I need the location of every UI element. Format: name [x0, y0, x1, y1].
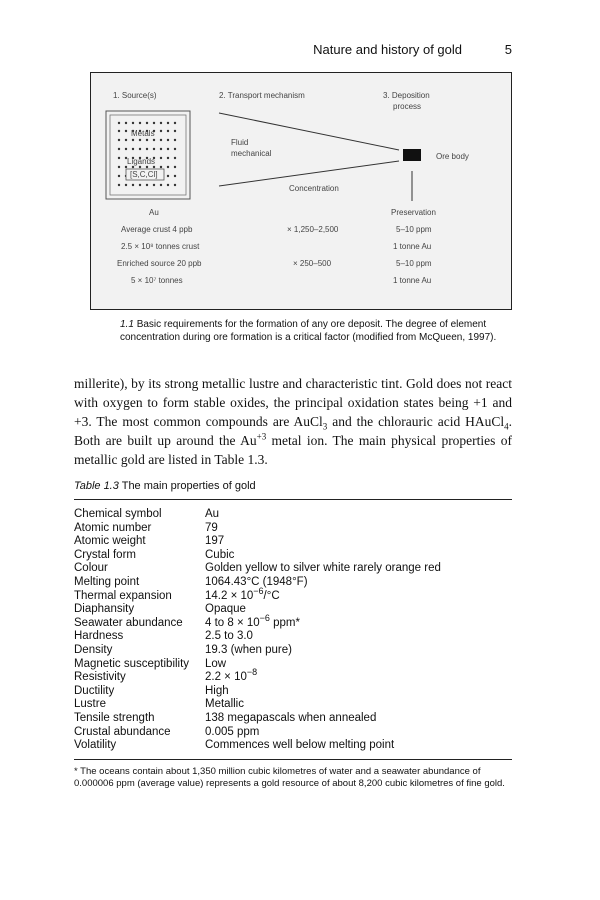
value-base: 2.2 × 10 [205, 671, 247, 684]
source-box-inner [110, 115, 186, 195]
value-exponent: −8 [246, 667, 258, 678]
property-value: 1064.43°C (1948°F) [205, 575, 308, 588]
table-row [74, 726, 512, 740]
table-title-text: The main properties of gold [121, 480, 256, 492]
ore-deposit-figure [90, 72, 512, 310]
col-deposition-label-1: 3. Deposition [383, 91, 430, 100]
property-name: Diaphansity [74, 603, 135, 616]
average-crust-label: Average crust 4 ppb [121, 225, 193, 234]
crust-tonnes-label: 2.5 × 10⁸ tonnes crust [121, 242, 200, 251]
table-row [74, 671, 512, 685]
metals-label: Metals [131, 129, 155, 138]
table-row [74, 549, 512, 563]
table-row [74, 576, 512, 590]
paragraph-text-3: . Both are built up around the Au [74, 414, 513, 448]
table-bottom-rule [74, 759, 512, 760]
table-row [74, 617, 512, 631]
ppm-label-2: 5–10 ppm [396, 259, 432, 268]
property-value [205, 612, 512, 631]
paragraph-text-4: metal ion. The main physical properties of metallic gold are listed in Table 1.3. [74, 433, 512, 467]
table-footnote: * The oceans contain about 1,350 million cubic kilometres of water and a seawater abundance of 0.000006 ppm (average value) represents a gold resource of about 8,200 cubic kilometres of fine gold. [74, 766, 505, 789]
enriched-tonnes-label: 5 × 10⁷ tonnes [131, 276, 183, 285]
property-value [205, 667, 512, 685]
fluid-label: Fluid [231, 138, 249, 147]
col-transport-label: 2. Transport mechanism [219, 91, 305, 100]
property-name: Crustal abundance [74, 725, 171, 738]
table-row [74, 712, 512, 726]
value-unit: ppm* [269, 616, 300, 629]
table-row [74, 644, 512, 658]
table-row [74, 739, 512, 753]
table-row [74, 698, 512, 712]
property-name: Hardness [74, 630, 124, 643]
col-source-label: 1. Source(s) [113, 91, 157, 100]
table-row [74, 685, 512, 699]
ore-body-block [403, 149, 421, 161]
property-value: Au [205, 508, 220, 520]
paragraph-text-2: and the chlorauric acid HAuCl [327, 414, 505, 429]
ppm-label-1: 5–10 ppm [396, 225, 432, 234]
property-name: Volatility [74, 739, 117, 752]
property-value: Commences well below melting point [205, 739, 395, 752]
table-row [74, 508, 512, 522]
col-deposition-label-2: process [393, 102, 422, 111]
body-paragraph [74, 374, 512, 469]
caption-text: Basic requirements for the formation of any ore deposit. The degree of element concentration during ore formation is a critical factor (modified from McQueen, 1997). [120, 319, 497, 343]
concentration-factor-2: × 250–500 [293, 259, 332, 268]
property-name: Atomic weight [74, 535, 146, 548]
table-row [74, 535, 512, 549]
property-name: Resistivity [74, 671, 126, 684]
preservation-label: Preservation [391, 208, 436, 217]
property-name: Colour [74, 562, 108, 575]
superscript-1: +3 [256, 431, 267, 442]
table-top-rule [74, 499, 512, 500]
concentration-label: Concentration [289, 184, 339, 193]
running-header [74, 40, 512, 60]
property-name: Thermal expansion [74, 589, 172, 602]
table-row [74, 630, 512, 644]
property-value: 0.005 ppm [205, 725, 260, 738]
property-name: Ductility [74, 684, 115, 697]
paragraph-1 [74, 374, 512, 469]
scc-label: [S,C,Cl] [130, 170, 158, 179]
property-name: Crystal form [74, 548, 136, 561]
property-name: Atomic number [74, 521, 152, 534]
tonne-label-2: 1 tonne Au [393, 276, 432, 285]
ore-deposit-diagram [91, 73, 511, 309]
enriched-source-label: Enriched source 20 ppb [117, 259, 202, 268]
property-name: Seawater abundance [74, 616, 183, 629]
funnel-lower-line [219, 161, 399, 186]
property-value: Cubic [205, 548, 235, 561]
property-name: Melting point [74, 575, 140, 588]
table-row [74, 590, 512, 604]
figure-caption [120, 318, 512, 344]
ore-body-label: Ore body [436, 152, 469, 161]
property-name: Magnetic susceptibility [74, 657, 190, 670]
value-base: 14.2 × 10 [205, 589, 254, 602]
property-value: 138 megapascals when annealed [205, 711, 377, 724]
ligands-label: Ligands [127, 157, 156, 166]
property-value: 2.5 to 3.0 [205, 630, 253, 643]
page-number: 5 [504, 42, 512, 57]
subscript-1: 3 [322, 421, 328, 432]
property-value [205, 585, 512, 604]
value-exponent: −6 [259, 612, 270, 623]
property-value: Golden yellow to silver white rarely orange red [205, 562, 441, 575]
table-title [74, 480, 256, 492]
value-base: 4 to 8 × 10 [205, 616, 260, 629]
mechanical-label: mechanical [231, 149, 272, 158]
property-value: Metallic [205, 698, 244, 711]
property-value: 197 [205, 535, 225, 548]
property-value: High [205, 684, 229, 697]
paragraph-text-1: millerite), by its strong metallic lustre and characteristic tint. Gold does not react with oxygen to form stable oxides, the principal oxidation states being +1 and +3. The most common compounds are AuCl [74, 376, 512, 429]
table-row [74, 522, 512, 536]
table-row [74, 562, 512, 576]
value-unit: /°C [263, 589, 280, 602]
property-name: Density [74, 643, 113, 656]
property-value: 79 [205, 521, 218, 534]
table-number: Table 1.3 [74, 480, 119, 492]
property-name: Lustre [74, 698, 106, 711]
property-name: Chemical symbol [74, 508, 162, 520]
au-label: Au [149, 208, 159, 217]
property-value: 19.3 (when pure) [205, 643, 292, 656]
running-title: Nature and history of gold [313, 42, 462, 57]
property-name: Tensile strength [74, 711, 155, 724]
property-value: Opaque [205, 603, 246, 616]
table-row [74, 603, 512, 617]
table-row [74, 658, 512, 672]
subscript-2: 4 [504, 421, 509, 432]
properties-table [74, 508, 512, 753]
property-value: Low [205, 657, 227, 670]
concentration-factor-1: × 1,250–2,500 [287, 225, 339, 234]
value-exponent: −6 [253, 585, 264, 596]
tonne-label-1: 1 tonne Au [393, 242, 432, 251]
caption-number: 1.1 [120, 319, 134, 330]
